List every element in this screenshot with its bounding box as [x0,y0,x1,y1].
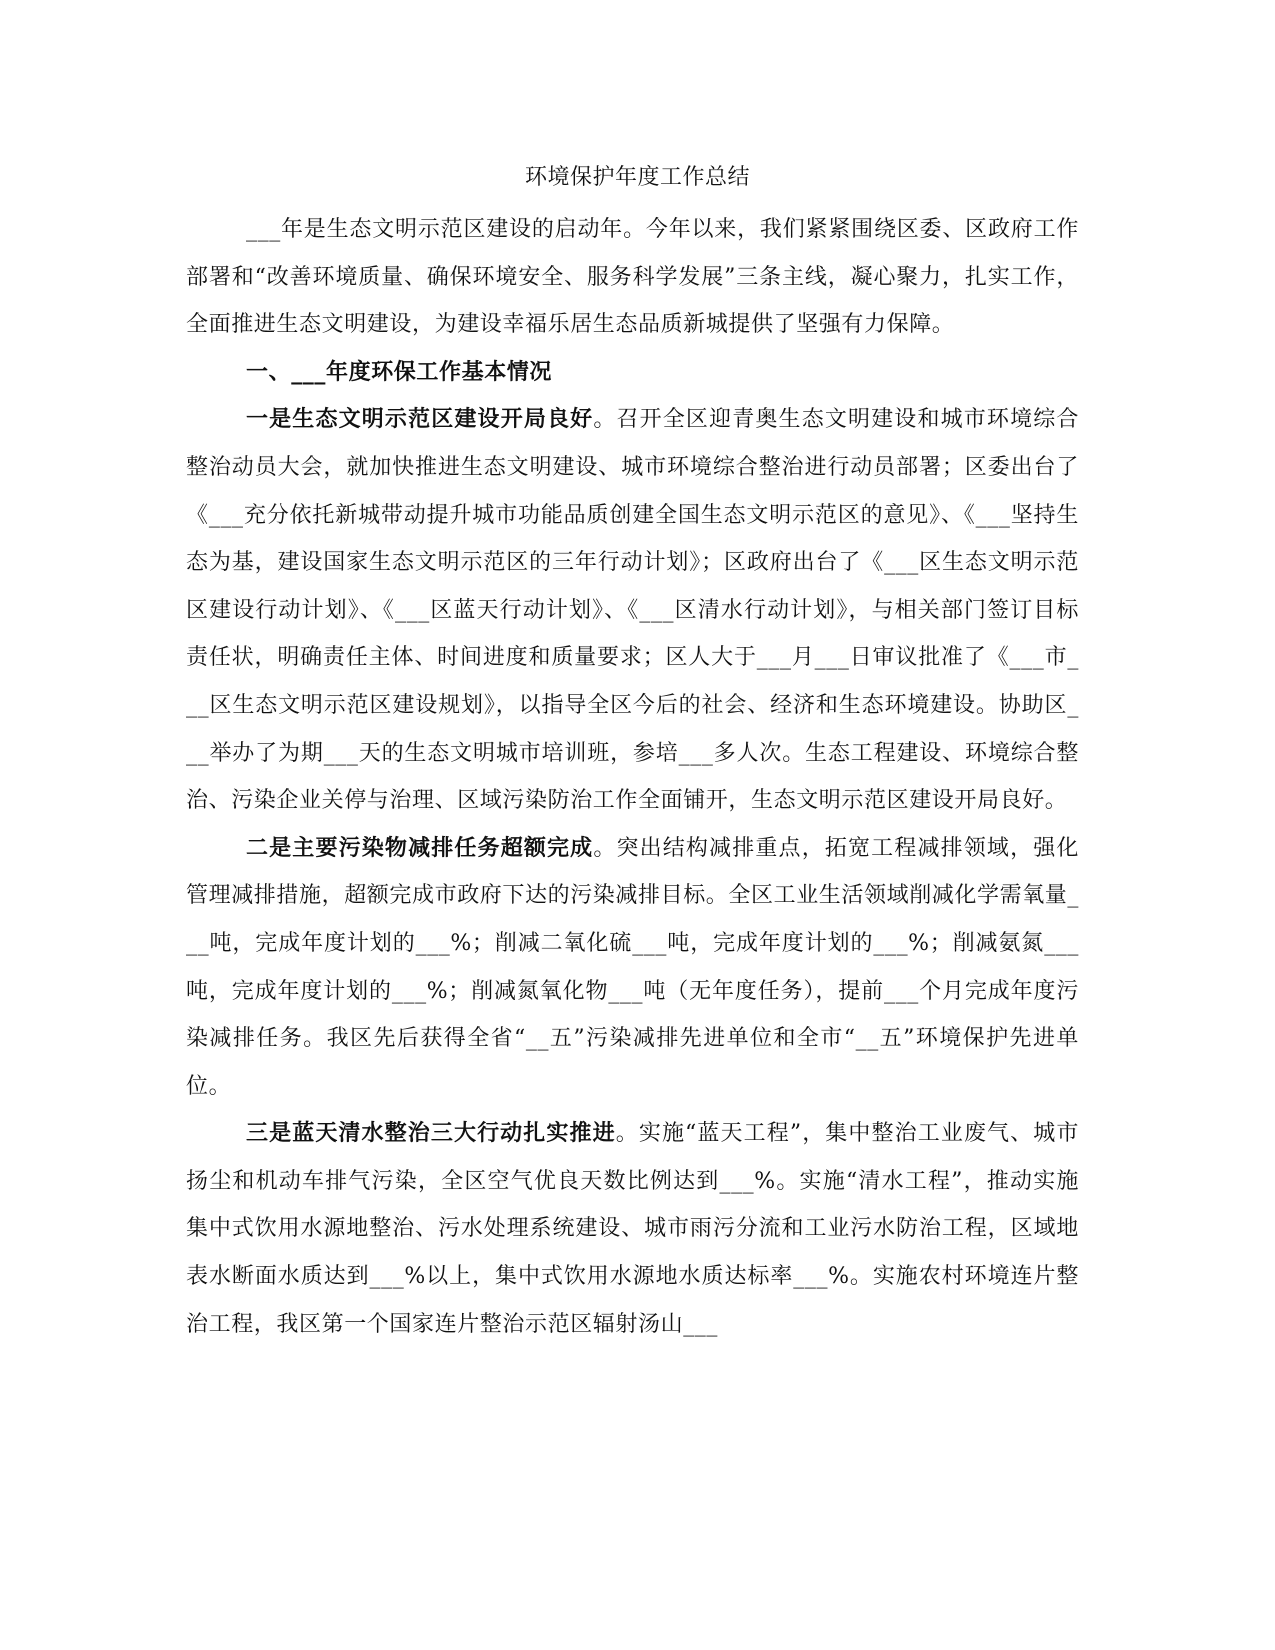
item-paragraph-1 [186,396,1079,824]
document-title: 环境保护年度工作总结 [524,165,750,190]
item-lead-2: 二是主要污染物减排任务超额完成 [246,834,594,861]
item-paragraph-3 [186,1110,1079,1348]
item-body-3: 。实施“蓝天工程”，集中整治工业废气、城市扬尘和机动车排气污染，全区空气优良天数比例达到___%。实施“清水工程”，推动实施集中式饮用水源地整治、污水处理系统建设、城市雨污分流和工业污水防治工程，区域地表水断面水质达到___%以上，集中式饮用水源地水质达标率___%。实施农村环境连片整治工程，我区第一个国家连片整治示范区辐射汤山___ [186,1121,1079,1337]
item-body-2: 。突出结构减排重点，拓宽工程减排领域，强化管理减排措施，超额完成市政府下达的污染减排目标。全区工业生活领域削减化学需氧量___吨，完成年度计划的___%；削减二氧化硫___吨，完成年度计划的___%；削减氨氮___吨，完成年度计划的___%；削减氮氧化物___吨（无年度任务），提前___个月完成年度污染减排任务。我区先后获得全省“__五”污染减排先进单位和全市“__五”环境保护先进单位。 [186,835,1080,1099]
section-heading: 一、___年度环保工作基本情况 [246,358,553,385]
item-lead-3: 三是蓝天清水整治三大行动扎实推进 [246,1120,616,1147]
item-body-1: 。召开全区迎青奥生态文明建设和城市环境综合整治动员大会，就加快推进生态文明建设、城市环境综合整治进行动员部署；区委出台了《___充分依托新城带动提升城市功能品质创建全国生态文明示范区的意见》、《___坚持生态为基，建设国家生态文明示范区的三年行动计划》；区政府出台了《___区生态文明示范区建设行动计划》、《___区蓝天行动计划》、《___区清水行动计划》，与相关部门签订目标责任状，明确责任主体、时间进度和质量要求；区人大于___月___日审议批准了《___市___区生态文明示范区建设规划》，以指导全区今后的社会、经济和生态环境建设。协助区___举办了为期___天的生态文明城市培训班，参培___多人次。生态工程建设、环境综合整治、污染企业关停与治理、区域污染防治工作全面铺开，生态文明示范区建设开局良好。 [186,407,1079,814]
item-paragraph-2 [186,825,1079,1111]
intro-paragraph: ___年是生态文明示范区建设的启动年。今年以来，我们紧紧围绕区委、区政府工作部署和“改善环境质量、确保环境安全、服务科学发展”三条主线，凝心聚力，扎实工作，全面推进生态文明建设，为建设幸福乐居生态品质新城提供了坚强有力保障。 [186,217,1079,338]
item-lead-1: 一是生态文明示范区建设开局良好 [246,406,594,433]
